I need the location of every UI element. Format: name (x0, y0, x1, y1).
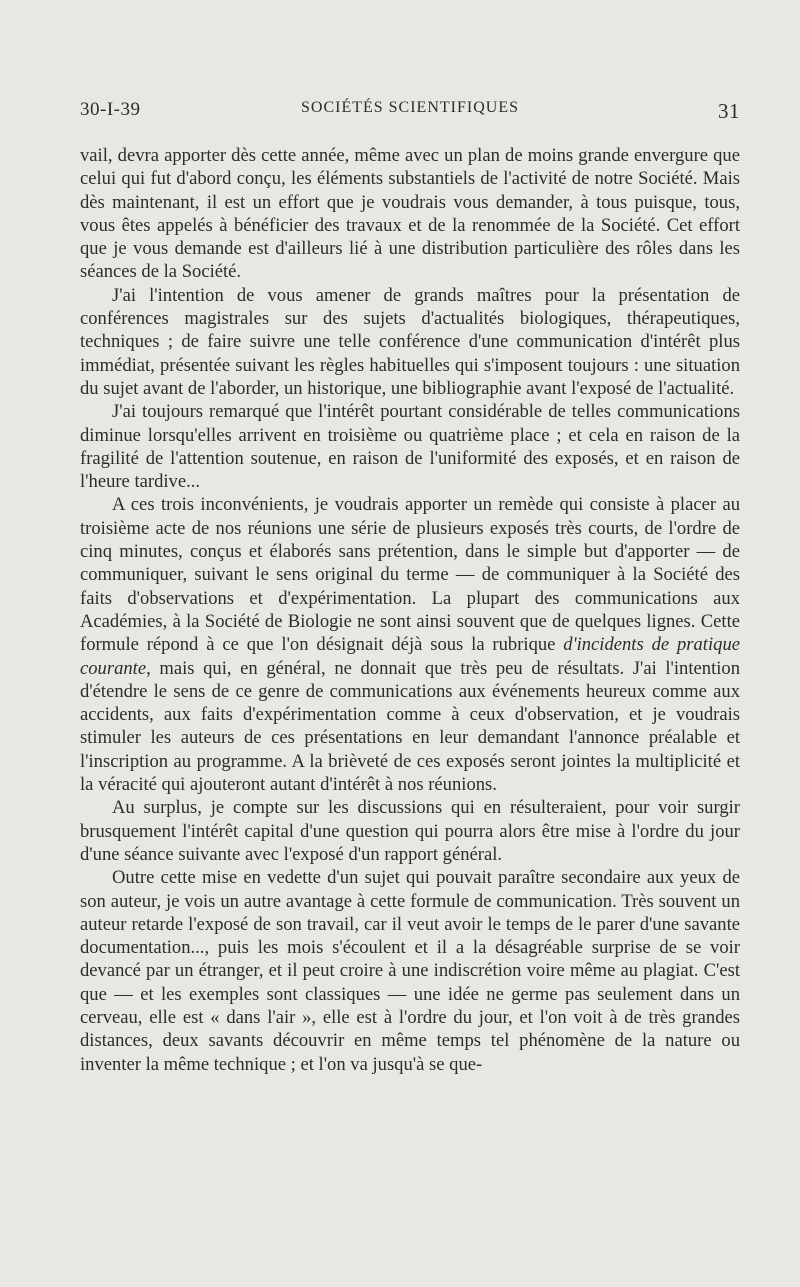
paragraph-4 (80, 493, 740, 796)
paragraph-4-italic-rubric: d'incidents de pratique courante (80, 634, 740, 679)
paragraph-5: Au surplus, je compte sur les discussions qui en résulteraient, pour voir surgir brusquement l'intérêt capital d'une question qui pourra alors être mise à l'ordre du jour d'une séance suivante avec l'exposé d'un rapport général. (80, 797, 740, 865)
header-title: SOCIÉTÉS SCIENTIFIQUES (300, 99, 519, 116)
running-head (80, 99, 740, 125)
paragraph-4-text-before: A ces trois inconvénients, je voudrais apporter un remède qui consiste à placer au troisième acte de nos réunions une série de plusieurs exposés très courts, de l'ordre de cinq minutes, conçus et élaborés sans prétention, dans le simple but d'apporter — de communiquer, suivant le sens original du terme — de communiquer à la Société des faits d'observations et d'expérimentation. La plupart des communications aux Académies, à la Société de Biologie ne sont ainsi souvent que de quelques lignes. Cette formule répond à ce que l'on désignait déjà sous la rubrique (80, 494, 740, 656)
page-number: 31 (718, 99, 740, 123)
paragraph-6: Outre cette mise en vedette d'un sujet qui pouvait paraître secondaire aux yeux de son auteur, je vois un autre avantage à cette formule de communication. Très souvent un auteur retarde l'exposé de son travail, car il veut avoir le temps de le parer d'une savante documentation..., puis les mois s'écoulent et il a la désagréable surprise de se voir devancé par un étranger, et il peut croire à une indiscrétion voire même au plagiat. C'est que — et les exemples sont classiques — une idée ne germe pas seulement dans un cerveau, elle est « dans l'air », elle est à l'ordre du jour, et l'on voit à de très grandes distances, deux savants découvrir en même temps tel phénomène de la nature ou inventer la même technique ; et l'on va jusqu'à se que- (80, 867, 740, 1075)
body-text (80, 144, 740, 1076)
paragraph-3: J'ai toujours remarqué que l'intérêt pourtant considérable de telles communications diminue lorsqu'elles arrivent en troisième ou quatrième place ; et cela en raison de la fragilité de l'attention soutenue, en raison de l'uniformité des exposés, et en raison de l'heure tardive... (80, 401, 740, 493)
paragraph-2: J'ai l'intention de vous amener de grands maîtres pour la présentation de conférences magistrales sur des sujets d'actualités biologiques, thérapeutiques, techniques ; de faire suivre une telle conférence d'une communication d'intérêt plus immédiat, présentée suivant les règles habituelles qui s'imposent toujours : une situation du sujet avant de l'aborder, un historique, une bibliographie avant l'exposé de l'actualité. (80, 284, 740, 399)
paragraph-4-text-after: , mais qui, en général, ne donnait que très peu de résultats. J'ai l'intention d'étendre le sens de ce genre de communications aux événements heureux comme aux accidents, aux faits d'expérimentation comme à ceux d'observation, et je voudrais stimuler les auteurs de ces présentations en leur demandant l'annonce préalable et l'inscription au programme. A la brièveté de ces exposés seront jointes la multiplicité et la véracité qui ajouteront autant d'intérêt à nos réunions. (80, 657, 740, 796)
header-date: 30-I-39 (80, 99, 141, 120)
paragraph-1: vail, devra apporter dès cette année, même avec un plan de moins grande envergure que celui qui fut d'abord conçu, les éléments substantiels de l'activité de notre Société. Mais dès maintenant, il est un effort que je voudrais vous demander, à tous puisque, tous, vous êtes appelés à bénéficier des travaux et de la renommée de la Société. Cet effort que je vous demande est d'ailleurs lié à une distribution particulière des rôles dans les séances de la Société. (80, 145, 740, 283)
